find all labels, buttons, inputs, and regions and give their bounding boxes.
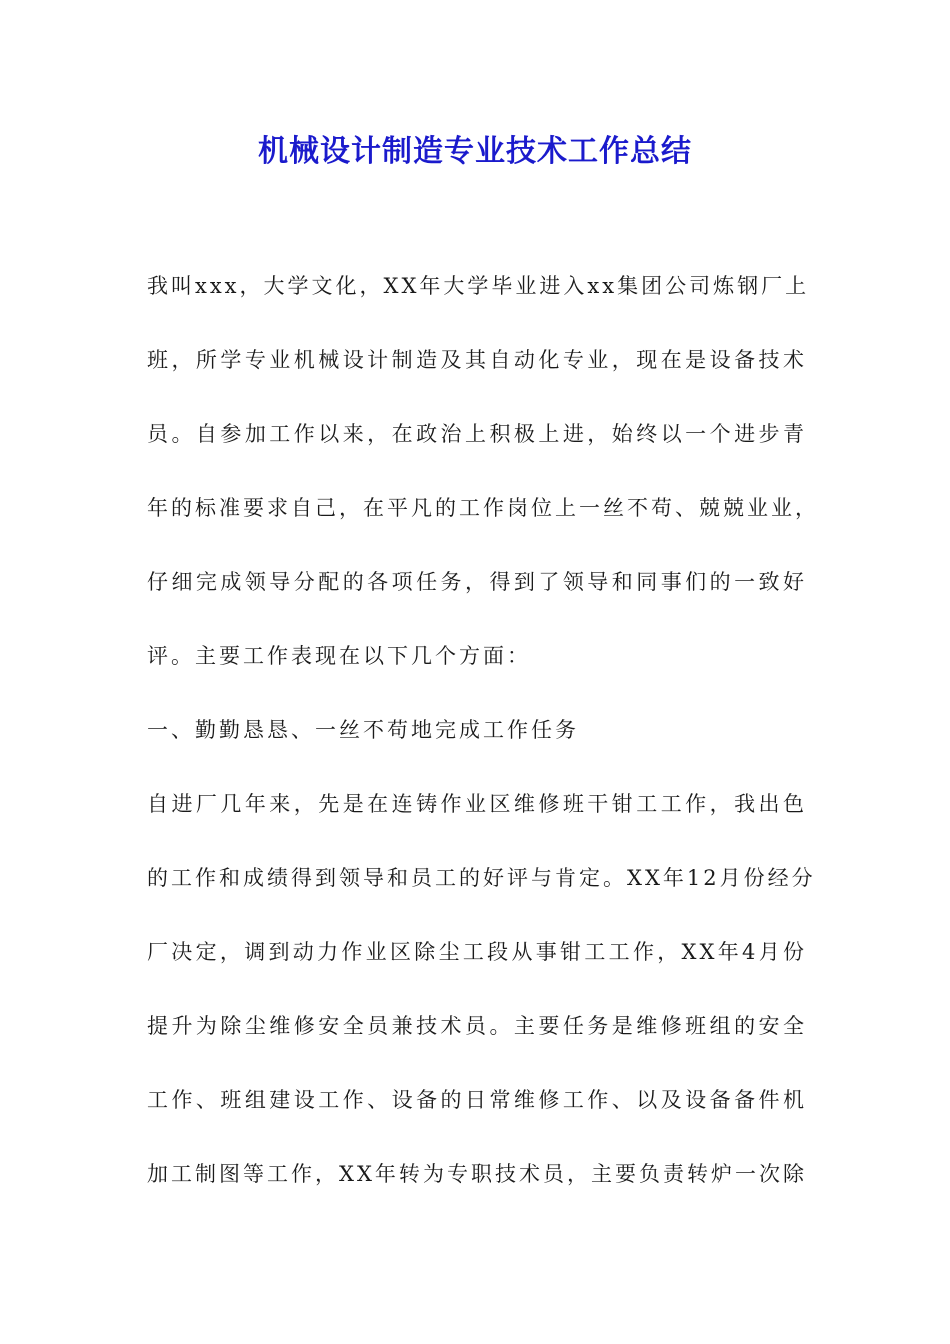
text-line: 年的标准要求自己，在平凡的工作岗位上一丝不苟、兢兢业业，	[147, 496, 819, 520]
text-line: 仔细完成领导分配的各项任务，得到了领导和同事们的一致好	[147, 570, 807, 594]
text-line: 工作、班组建设工作、设备的日常维修工作、以及设备备件机	[147, 1088, 807, 1112]
text-line: 班，所学专业机械设计制造及其自动化专业，现在是设备技术	[147, 348, 807, 372]
text-line: 加工制图等工作，XX年转为专职技术员，主要负责转炉一次除	[147, 1162, 807, 1186]
paragraph-work-history	[147, 767, 816, 1211]
text-line: 我叫xxx，大学文化，XX年大学毕业进入xx集团公司炼钢厂上	[147, 274, 810, 298]
section-heading-text: 一、勤勤恳恳、一丝不苟地完成工作任务	[147, 718, 579, 742]
text-line: 的工作和成绩得到领导和员工的好评与肯定。XX年12月份经分	[147, 866, 816, 890]
paragraph-intro	[147, 249, 819, 693]
document-title: 机械设计制造专业技术工作总结	[258, 134, 692, 169]
text-line: 厂决定，调到动力作业区除尘工段从事钳工工作，XX年4月份	[147, 940, 807, 964]
text-line: 员。自参加工作以来，在政治上积极上进，始终以一个进步青	[147, 422, 807, 446]
section-heading	[147, 693, 807, 767]
text-line: 自进厂几年来，先是在连铸作业区维修班干钳工工作，我出色	[147, 792, 807, 816]
text-line: 评。主要工作表现在以下几个方面：	[147, 644, 531, 668]
text-line: 提升为除尘维修安全员兼技术员。主要任务是维修班组的安全	[147, 1014, 807, 1038]
